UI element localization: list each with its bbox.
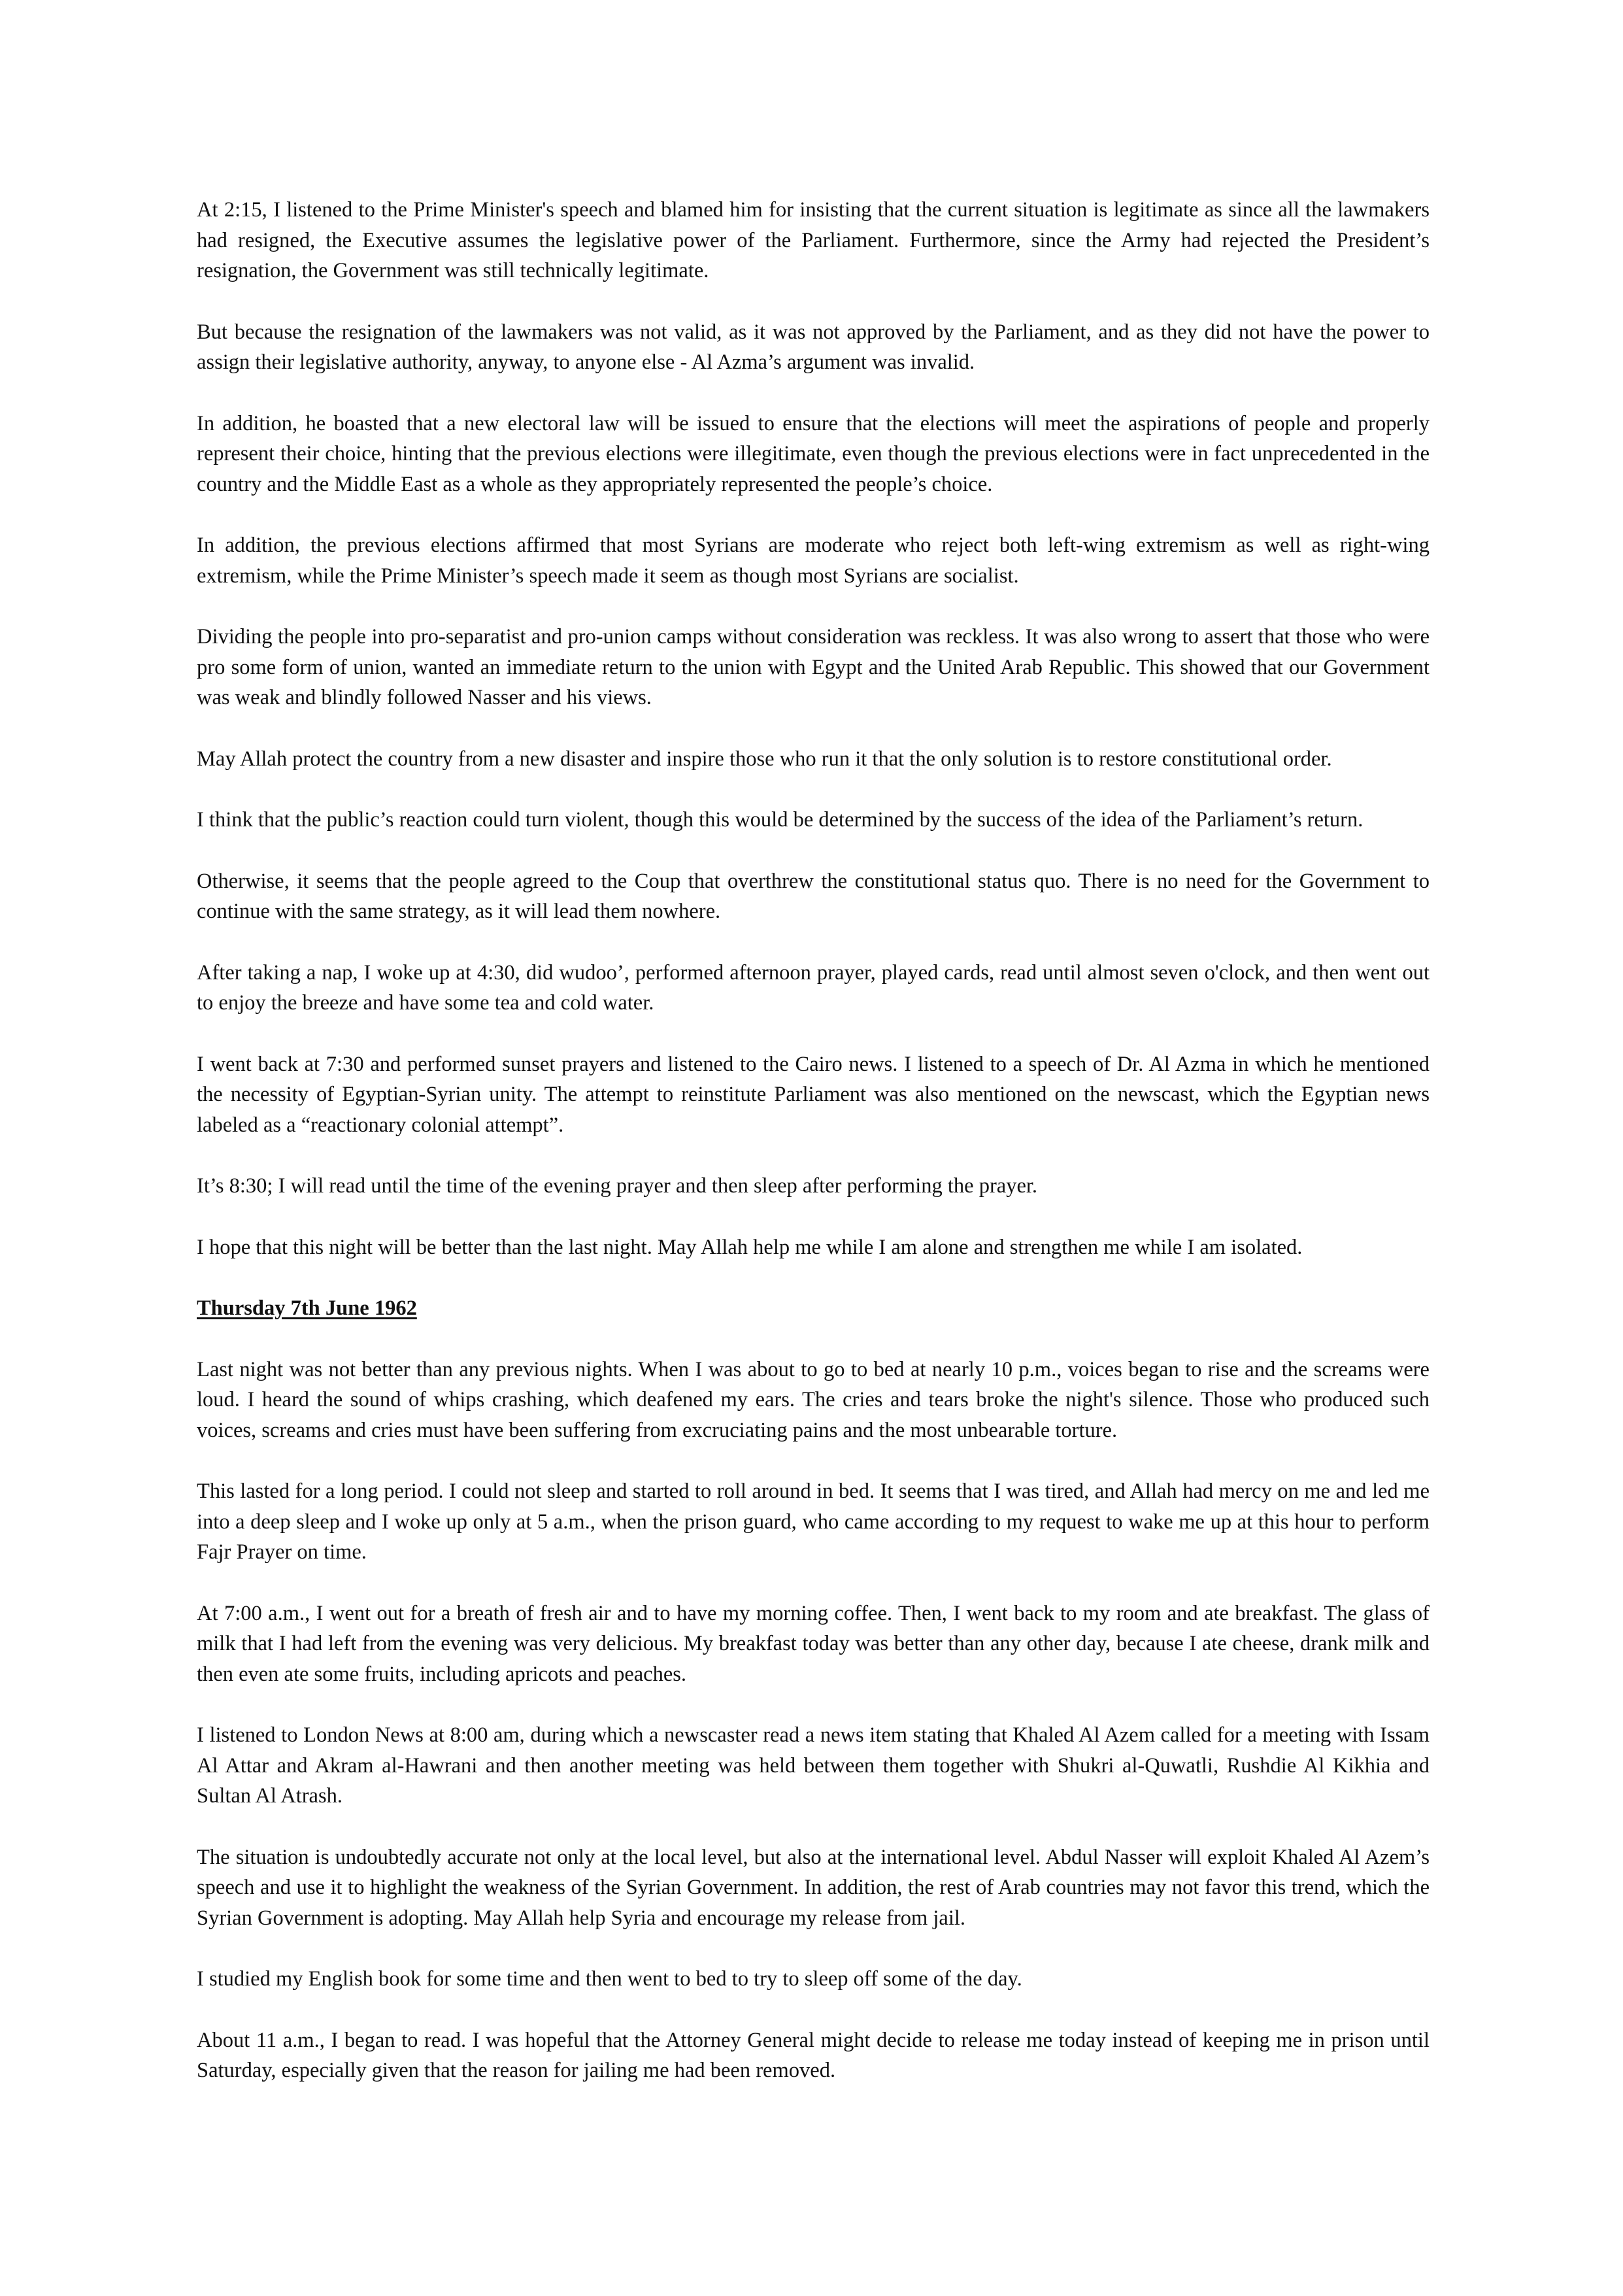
paragraph: In addition, he boasted that a new electoral law will be issued to ensure that the elections will meet the aspirations of people and properly represent their choice, hinting that the previous elections were illegitimate, even though the previous elections were in fact unprecedented in the country and the Middle East as a whole as they appropriately represented the people’s choice. [197, 411, 1430, 496]
document-body [197, 195, 1430, 2086]
paragraph: I studied my English book for some time and then went to bed to try to sleep off some of the day. [197, 1967, 1022, 1991]
paragraph: Last night was not better than any previous nights. When I was about to go to bed at nearly 10 p.m., voices began to rise and the screams were loud. I heard the sound of whips crashing, which deafened my ears. The cries and tears broke the night's silence. Those who produced such voices, screams and cries must have been suffering from excruciating pains and the most unbearable torture. [197, 1357, 1430, 1442]
date-heading: Thursday 7th June 1962 [197, 1296, 417, 1320]
paragraph: I think that the public’s reaction could turn violent, though this would be determined by the success of the idea of the Parliament’s return. [197, 808, 1364, 832]
paragraph: I went back at 7:30 and performed sunset prayers and listened to the Cairo news. I listened to a speech of Dr. Al Azma in which he mentioned the necessity of Egyptian-Syrian unity. The attempt to reinstitute Parliament was also mentioned on the newscast, which the Egyptian news labeled as a “reactionary colonial attempt”. [197, 1052, 1430, 1137]
paragraph: Dividing the people into pro-separatist and pro-union camps without consideration was reckless. It was also wrong to assert that those who were pro some form of union, wanted an immediate return to the union with Egypt and the United Arab Republic. This showed that our Government was weak and blindly followed Nasser and his views. [197, 625, 1430, 709]
paragraph: I hope that this night will be better than the last night. May Allah help me while I am alone and strengthen me while I am isolated. [197, 1235, 1303, 1259]
paragraph: I listened to London News at 8:00 am, during which a newscaster read a news item stating that Khaled Al Azem called for a meeting with Issam Al Attar and Akram al-Hawrani and then another meeting was held between them together with Shukri al-Quwatli, Rushdie Al Kikhia and Sultan Al Atrash. [197, 1723, 1430, 1808]
paragraph: About 11 a.m., I began to read. I was hopeful that the Attorney General might decide to release me today instead of keeping me in prison until Saturday, especially given that the reason for jailing me had been removed. [197, 2028, 1430, 2082]
paragraph: At 7:00 a.m., I went out for a breath of fresh air and to have my morning coffee. Then, I went back to my room and ate breakfast. The glass of milk that I had left from the evening was very delicious. My breakfast today was better than any other day, because I ate cheese, drank milk and then even ate some fruits, including apricots and peaches. [197, 1601, 1430, 1686]
paragraph: The situation is undoubtedly accurate not only at the local level, but also at the international level. Abdul Nasser will exploit Khaled Al Azem’s speech and use it to highlight the weakness of the Syrian Government. In addition, the rest of Arab countries may not favor this trend, which the Syrian Government is adopting. May Allah help Syria and encourage my release from jail. [197, 1845, 1430, 1930]
paragraph: At 2:15, I listened to the Prime Minister's speech and blamed him for insisting that the current situation is legitimate as since all the lawmakers had resigned, the Executive assumes the legislative power of the Parliament. Furthermore, since the Army had rejected the President’s resignation, the Government was still technically legitimate. [197, 198, 1430, 282]
paragraph: It’s 8:30; I will read until the time of the evening prayer and then sleep after performing the prayer. [197, 1174, 1038, 1198]
paragraph: But because the resignation of the lawmakers was not valid, as it was not approved by the Parliament, and as they did not have the power to assign their legislative authority, anyway, to anyone else - Al Azma’s argument was invalid. [197, 320, 1430, 374]
paragraph: This lasted for a long period. I could not sleep and started to roll around in bed. It seems that I was tired, and Allah had mercy on me and led me into a deep sleep and I woke up only at 5 a.m., when the prison guard, who came according to my request to wake me up at this hour to perform Fajr Prayer on time. [197, 1479, 1430, 1564]
paragraph: May Allah protect the country from a new disaster and inspire those who run it that the only solution is to restore constitutional order. [197, 747, 1332, 771]
paragraph: Otherwise, it seems that the people agreed to the Coup that overthrew the constitutional status quo. There is no need for the Government to continue with the same strategy, as it will lead them nowhere. [197, 869, 1430, 923]
paragraph: After taking a nap, I woke up at 4:30, did wudoo’, performed afternoon prayer, played cards, read until almost seven o'clock, and then went out to enjoy the breeze and have some tea and cold water. [197, 960, 1430, 1015]
paragraph: In addition, the previous elections affirmed that most Syrians are moderate who reject both left-wing extremism as well as right-wing extremism, while the Prime Minister’s speech made it seem as though most Syrians are socialist. [197, 533, 1430, 588]
